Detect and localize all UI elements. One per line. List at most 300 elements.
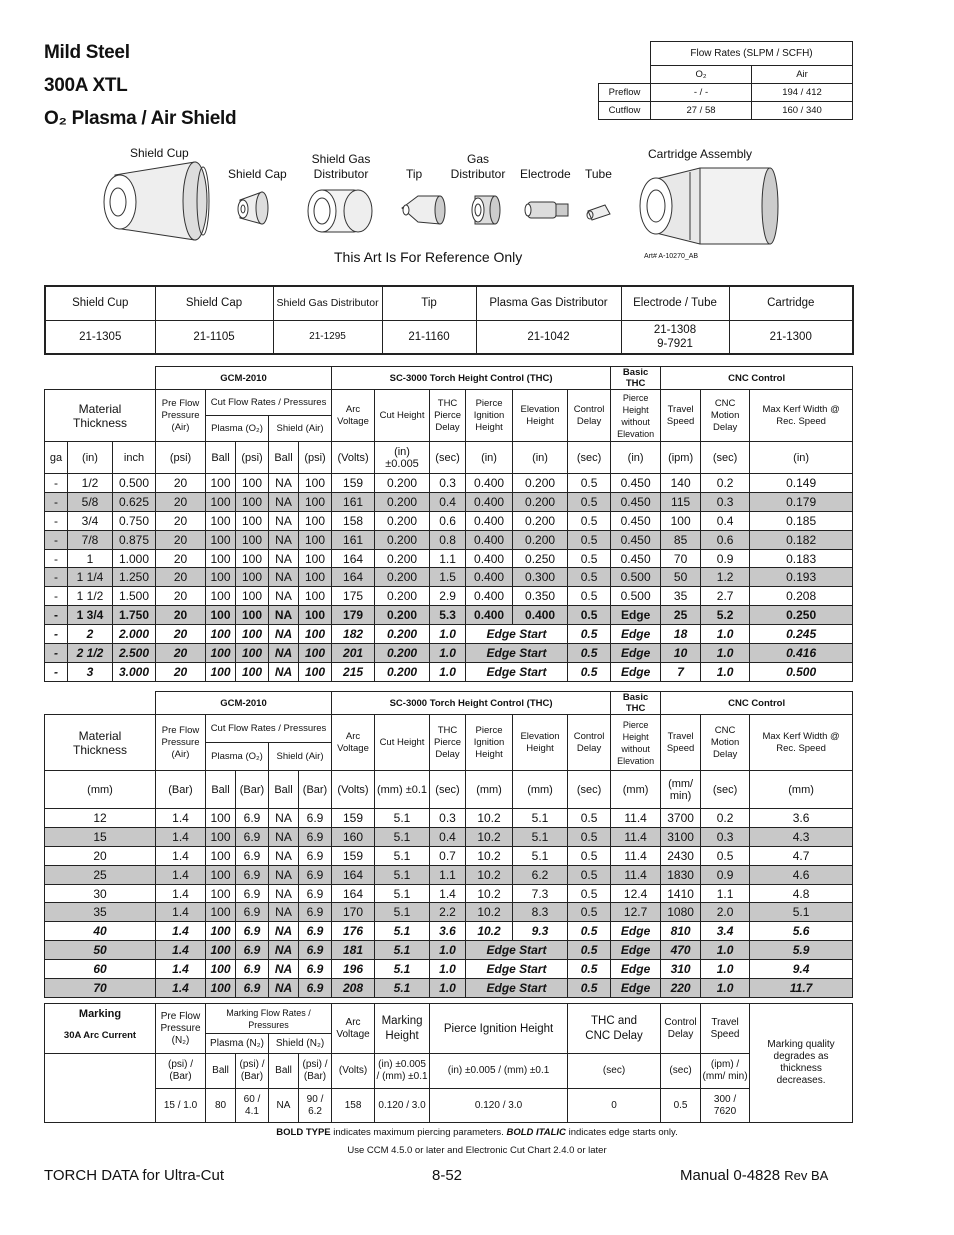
table-cell: 1.0: [701, 979, 750, 998]
table-cell: 2.9: [430, 587, 466, 606]
table-row: [45, 511, 853, 530]
table-cell: 100: [206, 606, 236, 625]
table-cell: 6.9: [236, 809, 269, 828]
table-cell: 164: [332, 865, 375, 884]
unit-cell: (mm): [45, 771, 156, 809]
part-number: 21-1295: [273, 320, 382, 354]
table-cell: 164: [332, 568, 375, 587]
table-cell: 0.5: [568, 979, 611, 998]
table-cell: 10.2: [466, 809, 513, 828]
table-cell: 100: [236, 511, 269, 530]
table-cell: 6.9: [236, 979, 269, 998]
table-cell: 159: [332, 809, 375, 828]
unit-cell: Ball: [269, 442, 299, 474]
metric-units-row: [45, 771, 853, 809]
header-thc-pierce-delay: THC Pierce Delay: [430, 390, 466, 442]
table-cell: 0.5: [568, 903, 611, 922]
table-cell: 2.7: [701, 587, 750, 606]
table-cell: 70: [45, 979, 156, 998]
table-cell: 0.5: [568, 587, 611, 606]
table-cell: 30: [45, 884, 156, 903]
header-control-delay: Control Delay: [568, 715, 611, 771]
table-cell: 5.1: [375, 922, 430, 941]
table-cell: 5.1: [513, 827, 568, 846]
bold-type-text: indicates maximum piercing parameters.: [330, 1127, 507, 1138]
table-cell: 201: [332, 644, 375, 663]
table-cell: Edge: [611, 606, 661, 625]
table-cell: 0.200: [375, 587, 430, 606]
table-cell: 3100: [661, 827, 701, 846]
table-cell: 20: [156, 625, 206, 644]
table-cell: 0.4: [430, 827, 466, 846]
table-cell: 5.6: [750, 922, 853, 941]
header-arc-voltage: Arc Voltage: [332, 390, 375, 442]
table-cell: 18: [661, 625, 701, 644]
table-cell: 0.250: [513, 549, 568, 568]
table-cell: 159: [332, 474, 375, 493]
marking-control-delay: Control Delay: [661, 1004, 701, 1054]
header-material-thickness: Material Thickness: [45, 715, 156, 771]
table-row: [45, 662, 853, 681]
table-row: [45, 549, 853, 568]
table-row: [45, 625, 853, 644]
unit-cell: (mm): [513, 771, 568, 809]
table-cell: 0.400: [466, 492, 513, 511]
table-cell: 11.7: [750, 979, 853, 998]
table-cell: 1.1: [701, 884, 750, 903]
table-row: [45, 922, 853, 941]
table-cell: NA: [269, 809, 299, 828]
table-cell: NA: [269, 662, 299, 681]
table-cell: 0.182: [750, 530, 853, 549]
table-cell: 6.9: [299, 960, 332, 979]
table-cell: NA: [269, 644, 299, 663]
table-cell: 1.0: [701, 941, 750, 960]
table-cell: NA: [269, 865, 299, 884]
table-cell: 115: [661, 492, 701, 511]
table-cell: 20: [156, 530, 206, 549]
table-cell: 9.3: [513, 922, 568, 941]
table-cell: 0.450: [611, 511, 661, 530]
table-cell: Edge: [611, 922, 661, 941]
header-pierce-height-no-elevation: Pierce Height without Elevation: [611, 390, 661, 442]
unit-cell: (sec): [661, 1054, 701, 1089]
table-cell: NA: [269, 492, 299, 511]
table-cell: 100: [299, 549, 332, 568]
unit-cell: (in) ±0.005 / (mm) ±0.1: [375, 1054, 430, 1089]
table-cell: 196: [332, 960, 375, 979]
table-cell: Edge: [611, 644, 661, 663]
table-cell: 0.149: [750, 474, 853, 493]
header-arc-voltage: Arc Voltage: [332, 715, 375, 771]
table-cell: NA: [269, 587, 299, 606]
table-cell: 2.000: [113, 625, 156, 644]
table-cell: 11.4: [611, 865, 661, 884]
unit-cell: (mm/ min): [661, 771, 701, 809]
table-cell: 20: [156, 492, 206, 511]
table-cell: 10.2: [466, 846, 513, 865]
unit-cell: (sec): [568, 771, 611, 809]
table-cell: NA: [269, 960, 299, 979]
legend-note: [0, 1127, 954, 1138]
marking-value: 15 / 1.0: [156, 1089, 206, 1123]
parts-header: Cartridge: [729, 286, 853, 320]
table-cell: 6.9: [236, 884, 269, 903]
table-cell: 50: [45, 941, 156, 960]
shield-cap-image: [238, 192, 268, 224]
table-cell: 0.208: [750, 587, 853, 606]
table-cell: 0.200: [375, 492, 430, 511]
footer-manual: Manual 0-4828: [680, 1167, 781, 1184]
parts-table: [44, 285, 854, 355]
table-cell: Edge Start: [466, 662, 568, 681]
marking-value: 60 / 4.1: [236, 1089, 269, 1123]
table-cell: 4.3: [750, 827, 853, 846]
table-cell: 810: [661, 922, 701, 941]
table-cell: 1.4: [156, 827, 206, 846]
table-cell: 208: [332, 979, 375, 998]
group-gcm: GCM-2010: [156, 692, 332, 715]
parts-header: Plasma Gas Distributor: [476, 286, 621, 320]
table-cell: 100: [236, 530, 269, 549]
table-cell: 0.400: [466, 549, 513, 568]
unit-cell: (Volts): [332, 442, 375, 474]
table-cell: 159: [332, 846, 375, 865]
table-cell: 12.4: [611, 884, 661, 903]
table-cell: 100: [299, 568, 332, 587]
marking-values-row: [45, 1089, 853, 1123]
label-shield-gas-distributor: Shield Gas Distributor: [311, 152, 371, 181]
table-cell: 0.200: [375, 511, 430, 530]
table-cell: 215: [332, 662, 375, 681]
table-row: [45, 827, 853, 846]
unit-cell: (in): [68, 442, 113, 474]
table-cell: 10.2: [466, 827, 513, 846]
parts-header: Tip: [382, 286, 476, 320]
table-row: [45, 903, 853, 922]
table-row: [45, 606, 853, 625]
table-cell: 0.200: [513, 474, 568, 493]
unit-cell: (psi): [156, 442, 206, 474]
table-cell: -: [45, 511, 68, 530]
table-row: [45, 474, 853, 493]
table-cell: 100: [299, 606, 332, 625]
cartridge-assembly-image: [640, 168, 778, 244]
table-cell: 0.5: [568, 606, 611, 625]
table-cell: 3: [68, 662, 113, 681]
table-cell: 5.2: [701, 606, 750, 625]
table-cell: 164: [332, 884, 375, 903]
table-cell: NA: [269, 568, 299, 587]
table-cell: 0.5: [701, 846, 750, 865]
table-cell: 2.2: [430, 903, 466, 922]
table-cell: Edge Start: [466, 941, 568, 960]
table-cell: 0.750: [113, 511, 156, 530]
table-cell: 12.7: [611, 903, 661, 922]
unit-cell: (mm): [466, 771, 513, 809]
table-cell: 4.6: [750, 865, 853, 884]
table-cell: 100: [236, 568, 269, 587]
table-cell: 1.0: [430, 979, 466, 998]
table-cell: 1.4: [156, 846, 206, 865]
table-cell: Edge Start: [466, 644, 568, 663]
flow-col-o2: O₂: [651, 66, 752, 84]
table-cell: NA: [269, 549, 299, 568]
table-cell: 1.5: [430, 568, 466, 587]
table-cell: 20: [45, 846, 156, 865]
table-cell: 5.9: [750, 941, 853, 960]
table-cell: 1.1: [430, 549, 466, 568]
table-cell: 5.1: [375, 960, 430, 979]
table-cell: 100: [299, 662, 332, 681]
table-cell: 40: [45, 922, 156, 941]
table-cell: -: [45, 530, 68, 549]
table-cell: 20: [156, 568, 206, 587]
table-cell: 0.2: [701, 809, 750, 828]
table-cell: 0.200: [375, 644, 430, 663]
art-number: Art# A-10270_AB: [644, 253, 699, 260]
table-cell: 1.4: [156, 865, 206, 884]
table-cell: 140: [661, 474, 701, 493]
unit-cell: (sec): [701, 442, 750, 474]
table-cell: 1.4: [156, 941, 206, 960]
table-cell: 0.416: [750, 644, 853, 663]
table-cell: 0.9: [701, 549, 750, 568]
unit-cell: (sec): [568, 442, 611, 474]
metric-cut-table: [44, 691, 853, 998]
table-cell: 5.1: [513, 809, 568, 828]
table-cell: 100: [206, 922, 236, 941]
group-sc3000: SC-3000 Torch Height Control (THC): [332, 367, 611, 390]
table-cell: 0.4: [430, 492, 466, 511]
table-cell: 0.400: [513, 606, 568, 625]
table-cell: -: [45, 644, 68, 663]
table-cell: 0.7: [430, 846, 466, 865]
imperial-units-row: [45, 442, 853, 474]
unit-cell: (in) ±0.005: [375, 442, 430, 474]
table-cell: 11.4: [611, 827, 661, 846]
table-cell: 1.0: [430, 960, 466, 979]
header-elevation-height: Elevation Height: [513, 715, 568, 771]
table-cell: 1 1/4: [68, 568, 113, 587]
table-cell: NA: [269, 846, 299, 865]
table-row: [45, 865, 853, 884]
header-cnc-motion-delay: CNC Motion Delay: [701, 715, 750, 771]
table-cell: 0.400: [466, 511, 513, 530]
table-cell: 5/8: [68, 492, 113, 511]
table-row: [45, 884, 853, 903]
table-cell: 1830: [661, 865, 701, 884]
table-cell: 6.9: [299, 979, 332, 998]
table-cell: 0.200: [375, 568, 430, 587]
table-cell: 100: [206, 549, 236, 568]
header-control-delay: Control Delay: [568, 390, 611, 442]
table-cell: 6.9: [236, 922, 269, 941]
table-cell: 8.3: [513, 903, 568, 922]
table-cell: 1.0: [430, 662, 466, 681]
flow-cell: 194 / 412: [752, 84, 853, 102]
table-cell: 0.185: [750, 511, 853, 530]
table-cell: 35: [661, 587, 701, 606]
part-number: 21-1042: [476, 320, 621, 354]
table-cell: 6.9: [299, 903, 332, 922]
unit-cell: (sec): [430, 771, 466, 809]
table-cell: 7: [661, 662, 701, 681]
marking-quality-note: Marking quality degrades as thickness decreases.: [750, 1004, 853, 1123]
table-cell: NA: [269, 941, 299, 960]
header-thc-pierce-delay: THC Pierce Delay: [430, 715, 466, 771]
table-cell: 0.179: [750, 492, 853, 511]
table-cell: 25: [45, 865, 156, 884]
table-cell: 0.3: [701, 827, 750, 846]
table-cell: 0.5: [568, 884, 611, 903]
table-cell: 1.1: [430, 865, 466, 884]
unit-cell: inch: [113, 442, 156, 474]
table-cell: 100: [236, 625, 269, 644]
table-cell: 0.450: [611, 474, 661, 493]
table-cell: 0.200: [375, 530, 430, 549]
header-plasma-o2: Plasma (O₂): [206, 743, 269, 771]
marking-thc-cnc-delay: THC and CNC Delay: [568, 1004, 661, 1054]
table-cell: 5.1: [375, 903, 430, 922]
parts-header: Shield Gas Distributor: [273, 286, 382, 320]
table-cell: 100: [206, 827, 236, 846]
table-cell: 1.4: [156, 979, 206, 998]
table-cell: 5.1: [513, 846, 568, 865]
table-row: [45, 846, 853, 865]
table-cell: 1080: [661, 903, 701, 922]
table-cell: 100: [299, 511, 332, 530]
unit-cell: (sec): [430, 442, 466, 474]
table-cell: 0.2: [701, 474, 750, 493]
table-row: [45, 568, 853, 587]
group-cnc: CNC Control: [661, 367, 853, 390]
tip-image: [402, 196, 445, 224]
table-cell: NA: [269, 474, 299, 493]
part-number: 21-1160: [382, 320, 476, 354]
unit-cell: (in): [611, 442, 661, 474]
table-cell: 0.250: [750, 606, 853, 625]
table-cell: 0.183: [750, 549, 853, 568]
tube-image: [587, 205, 610, 220]
flow-row-label: Cutflow: [599, 102, 651, 120]
table-cell: 0.5: [568, 492, 611, 511]
unit-cell: (psi) / (Bar): [299, 1054, 332, 1089]
table-cell: 20: [156, 644, 206, 663]
table-cell: 5.1: [375, 979, 430, 998]
parts-header: Shield Cap: [155, 286, 273, 320]
table-cell: 0.400: [466, 530, 513, 549]
table-cell: NA: [269, 827, 299, 846]
table-cell: 310: [661, 960, 701, 979]
table-cell: 60: [45, 960, 156, 979]
table-cell: 70: [661, 549, 701, 568]
table-cell: -: [45, 587, 68, 606]
table-cell: 100: [236, 474, 269, 493]
unit-cell: (Bar): [299, 771, 332, 809]
table-cell: 0.200: [513, 511, 568, 530]
part-number: 21-1300: [729, 320, 853, 354]
table-cell: 6.9: [299, 941, 332, 960]
table-cell: 1 3/4: [68, 606, 113, 625]
table-cell: 100: [236, 549, 269, 568]
marking-value: 0: [568, 1089, 661, 1123]
table-cell: 0.5: [568, 568, 611, 587]
marking-pierce-ignition-height: Pierce Ignition Height: [430, 1004, 568, 1054]
table-cell: NA: [269, 530, 299, 549]
title-process: O₂ Plasma / Air Shield: [44, 108, 237, 129]
table-cell: 100: [206, 474, 236, 493]
group-basic-thc: Basic THC: [611, 367, 661, 390]
marking-value: 0.120 / 3.0: [375, 1089, 430, 1123]
table-cell: 470: [661, 941, 701, 960]
table-cell: 0.350: [513, 587, 568, 606]
table-cell: 0.9: [701, 865, 750, 884]
table-cell: 5.1: [375, 846, 430, 865]
table-cell: Edge Start: [466, 625, 568, 644]
table-cell: 100: [206, 587, 236, 606]
table-cell: 6.9: [299, 809, 332, 828]
parts-header: Electrode / Tube: [621, 286, 729, 320]
table-cell: 6.9: [236, 865, 269, 884]
header-pre-flow: Pre Flow Pressure (Air): [156, 715, 206, 771]
header-cut-height: Cut Height: [375, 715, 430, 771]
unit-cell: (ipm) / (mm/ min): [701, 1054, 750, 1089]
table-cell: 25: [661, 606, 701, 625]
table-cell: NA: [269, 903, 299, 922]
label-gas-distributor: Gas Distributor: [450, 152, 506, 181]
table-row: [45, 979, 853, 998]
table-cell: 11.4: [611, 809, 661, 828]
table-cell: 20: [156, 474, 206, 493]
table-cell: NA: [269, 922, 299, 941]
header-plasma-o2: Plasma (O₂): [206, 416, 269, 442]
table-cell: 20: [156, 662, 206, 681]
table-cell: 7/8: [68, 530, 113, 549]
table-cell: 160: [332, 827, 375, 846]
flow-cell: 160 / 340: [752, 102, 853, 120]
table-cell: 100: [206, 511, 236, 530]
table-cell: 0.400: [466, 568, 513, 587]
marking-flow-rates: Marking Flow Rates / Pressures: [206, 1004, 332, 1034]
table-cell: 10.2: [466, 865, 513, 884]
table-cell: 1.0: [430, 941, 466, 960]
header-pre-flow: Pre Flow Pressure (Air): [156, 390, 206, 442]
table-cell: NA: [269, 606, 299, 625]
part-number: 21-1105: [155, 320, 273, 354]
table-cell: 1.750: [113, 606, 156, 625]
unit-cell: (Bar): [156, 771, 206, 809]
header-pierce-height-no-elevation: Pierce Height without Elevation: [611, 715, 661, 771]
table-cell: 1.4: [156, 960, 206, 979]
header-max-kerf: Max Kerf Width @ Rec. Speed: [750, 390, 853, 442]
table-cell: -: [45, 625, 68, 644]
table-cell: 20: [156, 606, 206, 625]
table-cell: 6.9: [236, 846, 269, 865]
marking-value: 0.120 / 3.0: [430, 1089, 568, 1123]
table-cell: 158: [332, 511, 375, 530]
table-cell: 100: [206, 568, 236, 587]
table-cell: Edge Start: [466, 979, 568, 998]
label-tip: Tip: [406, 167, 423, 181]
table-cell: 100: [299, 587, 332, 606]
shield-gas-distributor-image: [308, 190, 372, 232]
table-cell: -: [45, 474, 68, 493]
flow-row-label: Preflow: [599, 84, 651, 102]
table-cell: 100: [206, 846, 236, 865]
table-cell: 100: [206, 625, 236, 644]
table-cell: 0.6: [430, 511, 466, 530]
